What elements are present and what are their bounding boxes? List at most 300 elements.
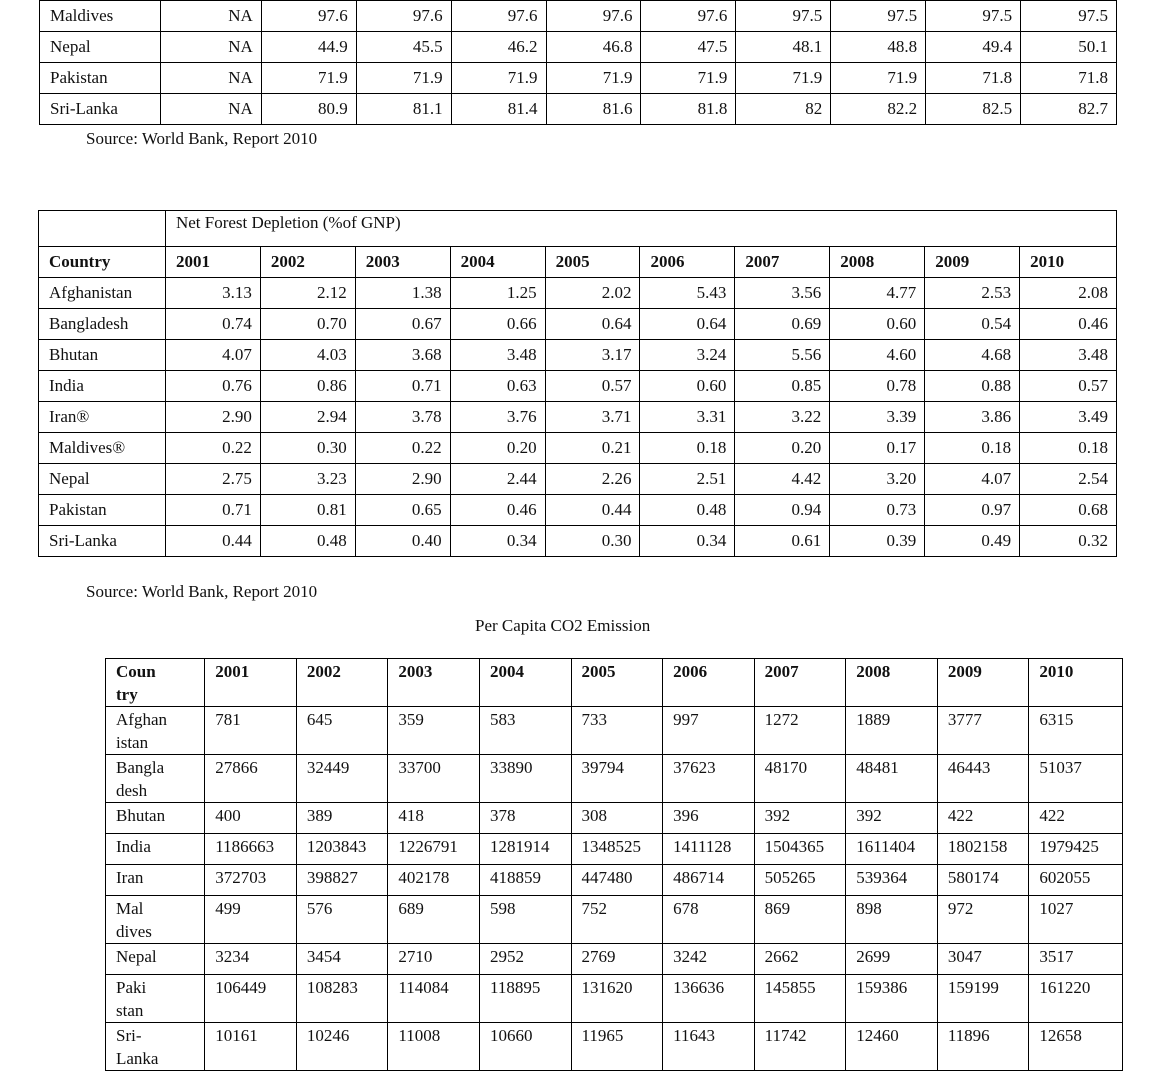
country-cell: Nepal bbox=[39, 464, 166, 495]
year-header: 2002 bbox=[296, 659, 388, 707]
value-cell: 505265 bbox=[754, 865, 846, 896]
empty-corner-cell bbox=[39, 211, 166, 247]
value-cell: 1.38 bbox=[355, 278, 450, 309]
value-cell: 11008 bbox=[388, 1023, 480, 1071]
value-cell: 3.48 bbox=[450, 340, 545, 371]
value-cell: 2.51 bbox=[640, 464, 735, 495]
country-line: Lanka bbox=[116, 1049, 159, 1068]
value-cell: 0.30 bbox=[260, 433, 355, 464]
country-cell: Maldives® bbox=[39, 433, 166, 464]
value-cell: 3.17 bbox=[545, 340, 640, 371]
value-cell: 81.6 bbox=[546, 94, 641, 125]
value-cell: 3.24 bbox=[640, 340, 735, 371]
value-cell: 396 bbox=[663, 803, 755, 834]
value-cell: 580174 bbox=[937, 865, 1029, 896]
value-cell: 10161 bbox=[205, 1023, 297, 1071]
value-cell: 2.44 bbox=[450, 464, 545, 495]
value-cell: 2.75 bbox=[165, 464, 260, 495]
country-header: Country bbox=[39, 247, 166, 278]
value-cell: 308 bbox=[571, 803, 663, 834]
year-header: 2007 bbox=[735, 247, 830, 278]
value-cell: 447480 bbox=[571, 865, 663, 896]
value-cell: 0.78 bbox=[830, 371, 925, 402]
value-cell: 0.57 bbox=[1020, 371, 1117, 402]
table-row bbox=[106, 834, 1123, 865]
value-cell: 3.71 bbox=[545, 402, 640, 433]
value-cell: 71.9 bbox=[546, 63, 641, 94]
co2-emission-table bbox=[105, 658, 1123, 1071]
table-row bbox=[106, 975, 1123, 1023]
country-cell: Bangladesh bbox=[39, 309, 166, 340]
value-cell: 2952 bbox=[479, 944, 571, 975]
value-cell: 0.18 bbox=[925, 433, 1020, 464]
value-cell: 0.17 bbox=[830, 433, 925, 464]
table-row bbox=[106, 1023, 1123, 1071]
value-cell: 46.2 bbox=[451, 32, 546, 63]
value-cell: NA bbox=[160, 63, 261, 94]
value-cell: 49.4 bbox=[926, 32, 1021, 63]
value-cell: 1272 bbox=[754, 707, 846, 755]
value-cell: 0.40 bbox=[355, 526, 450, 557]
country-line: India bbox=[116, 837, 151, 856]
value-cell: 82.2 bbox=[831, 94, 926, 125]
value-cell: 3517 bbox=[1029, 944, 1123, 975]
value-cell: 499 bbox=[205, 896, 297, 944]
table-row bbox=[40, 32, 1117, 63]
value-cell: NA bbox=[160, 32, 261, 63]
value-cell: 0.73 bbox=[830, 495, 925, 526]
value-cell: 0.86 bbox=[260, 371, 355, 402]
value-cell: 392 bbox=[846, 803, 938, 834]
value-cell: 0.21 bbox=[545, 433, 640, 464]
year-header: 2005 bbox=[571, 659, 663, 707]
value-cell: 114084 bbox=[388, 975, 480, 1023]
table-row bbox=[39, 309, 1117, 340]
year-header: 2004 bbox=[450, 247, 545, 278]
co2-table-title: Per Capita CO2 Emission bbox=[475, 616, 651, 635]
table-row bbox=[40, 94, 1117, 125]
year-header: 2003 bbox=[388, 659, 480, 707]
value-cell: 39794 bbox=[571, 755, 663, 803]
value-cell: 400 bbox=[205, 803, 297, 834]
country-line: Nepal bbox=[116, 947, 157, 966]
forest-depletion-title: Net Forest Depletion (%of GNP) bbox=[165, 211, 1116, 247]
country-line: dives bbox=[116, 922, 152, 941]
value-cell: 32449 bbox=[296, 755, 388, 803]
value-cell: 3047 bbox=[937, 944, 1029, 975]
year-header: 2008 bbox=[830, 247, 925, 278]
value-cell: 602055 bbox=[1029, 865, 1123, 896]
year-header: 2009 bbox=[937, 659, 1029, 707]
value-cell: 71.9 bbox=[451, 63, 546, 94]
value-cell: 2.26 bbox=[545, 464, 640, 495]
value-cell: 2.90 bbox=[355, 464, 450, 495]
value-cell: 359 bbox=[388, 707, 480, 755]
value-cell: 2.54 bbox=[1020, 464, 1117, 495]
value-cell: 97.6 bbox=[641, 1, 736, 32]
value-cell: 0.64 bbox=[545, 309, 640, 340]
year-header: 2007 bbox=[754, 659, 846, 707]
value-cell: 418859 bbox=[479, 865, 571, 896]
country-header-line: Coun bbox=[116, 662, 156, 681]
value-cell: 11643 bbox=[663, 1023, 755, 1071]
value-cell: 0.30 bbox=[545, 526, 640, 557]
value-cell: 97.5 bbox=[736, 1, 831, 32]
country-line: Paki bbox=[116, 978, 147, 997]
value-cell: 1889 bbox=[846, 707, 938, 755]
value-cell: 0.57 bbox=[545, 371, 640, 402]
value-cell: 145855 bbox=[754, 975, 846, 1023]
value-cell: 3.31 bbox=[640, 402, 735, 433]
country-cell bbox=[106, 896, 205, 944]
value-cell: 3.86 bbox=[925, 402, 1020, 433]
value-cell: 81.8 bbox=[641, 94, 736, 125]
value-cell: 27866 bbox=[205, 755, 297, 803]
value-cell: 3.23 bbox=[260, 464, 355, 495]
value-cell: 81.4 bbox=[451, 94, 546, 125]
value-cell: 1348525 bbox=[571, 834, 663, 865]
value-cell: 4.03 bbox=[260, 340, 355, 371]
country-cell bbox=[106, 803, 205, 834]
country-cell: Maldives bbox=[40, 1, 161, 32]
value-cell: 46.8 bbox=[546, 32, 641, 63]
value-cell: 378 bbox=[479, 803, 571, 834]
value-cell: 0.32 bbox=[1020, 526, 1117, 557]
value-cell: NA bbox=[160, 94, 261, 125]
value-cell: 372703 bbox=[205, 865, 297, 896]
table-row bbox=[39, 464, 1117, 495]
value-cell: 869 bbox=[754, 896, 846, 944]
value-cell: 3.49 bbox=[1020, 402, 1117, 433]
table-row bbox=[106, 755, 1123, 803]
value-cell: 0.61 bbox=[735, 526, 830, 557]
value-cell: 0.18 bbox=[640, 433, 735, 464]
value-cell: 48.8 bbox=[831, 32, 926, 63]
table-row bbox=[39, 526, 1117, 557]
value-cell: 48170 bbox=[754, 755, 846, 803]
year-header: 2010 bbox=[1029, 659, 1123, 707]
value-cell: 97.5 bbox=[926, 1, 1021, 32]
value-cell: 2.53 bbox=[925, 278, 1020, 309]
value-cell: 71.9 bbox=[261, 63, 356, 94]
year-header: 2004 bbox=[479, 659, 571, 707]
country-line: Bangla bbox=[116, 758, 165, 777]
country-cell bbox=[106, 755, 205, 803]
value-cell: 11896 bbox=[937, 1023, 1029, 1071]
value-cell: 0.39 bbox=[830, 526, 925, 557]
table-row bbox=[39, 402, 1117, 433]
value-cell: 0.48 bbox=[640, 495, 735, 526]
header-row bbox=[39, 247, 1117, 278]
country-header bbox=[106, 659, 205, 707]
value-cell: 2.12 bbox=[260, 278, 355, 309]
value-cell: 12658 bbox=[1029, 1023, 1123, 1071]
value-cell: 12460 bbox=[846, 1023, 938, 1071]
value-cell: 6315 bbox=[1029, 707, 1123, 755]
value-cell: 3454 bbox=[296, 944, 388, 975]
value-cell: 46443 bbox=[937, 755, 1029, 803]
value-cell: 159386 bbox=[846, 975, 938, 1023]
value-cell: 71.9 bbox=[736, 63, 831, 94]
year-header: 2006 bbox=[663, 659, 755, 707]
table-row bbox=[106, 865, 1123, 896]
value-cell: 97.6 bbox=[546, 1, 641, 32]
value-cell: 972 bbox=[937, 896, 1029, 944]
year-header: 2001 bbox=[165, 247, 260, 278]
value-cell: 4.60 bbox=[830, 340, 925, 371]
value-cell: 10660 bbox=[479, 1023, 571, 1071]
value-cell: 402178 bbox=[388, 865, 480, 896]
value-cell: 0.81 bbox=[260, 495, 355, 526]
value-cell: 1226791 bbox=[388, 834, 480, 865]
value-cell: 0.18 bbox=[1020, 433, 1117, 464]
value-cell: 997 bbox=[663, 707, 755, 755]
country-cell bbox=[106, 865, 205, 896]
country-cell bbox=[106, 707, 205, 755]
value-cell: NA bbox=[160, 1, 261, 32]
value-cell: 3777 bbox=[937, 707, 1029, 755]
value-cell: 0.20 bbox=[450, 433, 545, 464]
value-cell: 0.44 bbox=[165, 526, 260, 557]
value-cell: 4.07 bbox=[925, 464, 1020, 495]
value-cell: 1203843 bbox=[296, 834, 388, 865]
value-cell: 0.48 bbox=[260, 526, 355, 557]
value-cell: 0.46 bbox=[450, 495, 545, 526]
value-cell: 5.56 bbox=[735, 340, 830, 371]
country-line: Bhutan bbox=[116, 806, 166, 825]
value-cell: 3.39 bbox=[830, 402, 925, 433]
value-cell: 4.42 bbox=[735, 464, 830, 495]
value-cell: 71.9 bbox=[356, 63, 451, 94]
country-line: Iran bbox=[116, 868, 144, 887]
literacy-table-continued bbox=[39, 0, 1117, 125]
year-header: 2005 bbox=[545, 247, 640, 278]
value-cell: 389 bbox=[296, 803, 388, 834]
country-cell: Pakistan bbox=[39, 495, 166, 526]
country-line: stan bbox=[116, 1001, 144, 1020]
value-cell: 0.54 bbox=[925, 309, 1020, 340]
value-cell: 0.67 bbox=[355, 309, 450, 340]
value-cell: 0.97 bbox=[925, 495, 1020, 526]
value-cell: 583 bbox=[479, 707, 571, 755]
table-row bbox=[106, 896, 1123, 944]
country-cell: Afghanistan bbox=[39, 278, 166, 309]
value-cell: 781 bbox=[205, 707, 297, 755]
country-cell bbox=[106, 834, 205, 865]
value-cell: 1027 bbox=[1029, 896, 1123, 944]
value-cell: 3.68 bbox=[355, 340, 450, 371]
value-cell: 4.07 bbox=[165, 340, 260, 371]
value-cell: 576 bbox=[296, 896, 388, 944]
value-cell: 3.78 bbox=[355, 402, 450, 433]
value-cell: 0.94 bbox=[735, 495, 830, 526]
country-line: Afghan bbox=[116, 710, 167, 729]
value-cell: 1802158 bbox=[937, 834, 1029, 865]
country-line: Mal bbox=[116, 899, 144, 918]
value-cell: 0.71 bbox=[355, 371, 450, 402]
table-row bbox=[40, 63, 1117, 94]
value-cell: 3.22 bbox=[735, 402, 830, 433]
value-cell: 3242 bbox=[663, 944, 755, 975]
value-cell: 3.20 bbox=[830, 464, 925, 495]
value-cell: 71.8 bbox=[926, 63, 1021, 94]
value-cell: 48.1 bbox=[736, 32, 831, 63]
country-line: desh bbox=[116, 781, 148, 800]
value-cell: 2769 bbox=[571, 944, 663, 975]
value-cell: 0.44 bbox=[545, 495, 640, 526]
value-cell: 2699 bbox=[846, 944, 938, 975]
value-cell: 118895 bbox=[479, 975, 571, 1023]
value-cell: 2.94 bbox=[260, 402, 355, 433]
value-cell: 82.7 bbox=[1021, 94, 1117, 125]
value-cell: 678 bbox=[663, 896, 755, 944]
value-cell: 1504365 bbox=[754, 834, 846, 865]
value-cell: 5.43 bbox=[640, 278, 735, 309]
value-cell: 80.9 bbox=[261, 94, 356, 125]
value-cell: 4.77 bbox=[830, 278, 925, 309]
value-cell: 82 bbox=[736, 94, 831, 125]
value-cell: 0.60 bbox=[640, 371, 735, 402]
value-cell: 422 bbox=[937, 803, 1029, 834]
value-cell: 2.08 bbox=[1020, 278, 1117, 309]
value-cell: 51037 bbox=[1029, 755, 1123, 803]
value-cell: 81.1 bbox=[356, 94, 451, 125]
value-cell: 159199 bbox=[937, 975, 1029, 1023]
value-cell: 106449 bbox=[205, 975, 297, 1023]
value-cell: 11742 bbox=[754, 1023, 846, 1071]
value-cell: 418 bbox=[388, 803, 480, 834]
table-row bbox=[39, 278, 1117, 309]
value-cell: 3.48 bbox=[1020, 340, 1117, 371]
value-cell: 3234 bbox=[205, 944, 297, 975]
country-cell bbox=[106, 1023, 205, 1071]
value-cell: 0.66 bbox=[450, 309, 545, 340]
value-cell: 0.70 bbox=[260, 309, 355, 340]
value-cell: 97.6 bbox=[451, 1, 546, 32]
value-cell: 689 bbox=[388, 896, 480, 944]
value-cell: 10246 bbox=[296, 1023, 388, 1071]
value-cell: 539364 bbox=[846, 865, 938, 896]
value-cell: 3.56 bbox=[735, 278, 830, 309]
table1-source: Source: World Bank, Report 2010 bbox=[86, 129, 318, 148]
value-cell: 0.63 bbox=[450, 371, 545, 402]
header-row bbox=[106, 659, 1123, 707]
value-cell: 0.22 bbox=[355, 433, 450, 464]
value-cell: 2710 bbox=[388, 944, 480, 975]
value-cell: 0.64 bbox=[640, 309, 735, 340]
value-cell: 1281914 bbox=[479, 834, 571, 865]
table-row bbox=[39, 433, 1117, 464]
country-cell: Sri-Lanka bbox=[39, 526, 166, 557]
value-cell: 486714 bbox=[663, 865, 755, 896]
value-cell: 733 bbox=[571, 707, 663, 755]
value-cell: 11965 bbox=[571, 1023, 663, 1071]
value-cell: 645 bbox=[296, 707, 388, 755]
country-cell: Nepal bbox=[40, 32, 161, 63]
value-cell: 33890 bbox=[479, 755, 571, 803]
value-cell: 0.88 bbox=[925, 371, 1020, 402]
value-cell: 1186663 bbox=[205, 834, 297, 865]
value-cell: 71.8 bbox=[1021, 63, 1117, 94]
forest-depletion-table bbox=[38, 210, 1117, 557]
value-cell: 422 bbox=[1029, 803, 1123, 834]
value-cell: 0.74 bbox=[165, 309, 260, 340]
value-cell: 71.9 bbox=[641, 63, 736, 94]
country-header-line: try bbox=[116, 685, 138, 704]
value-cell: 0.20 bbox=[735, 433, 830, 464]
value-cell: 2.90 bbox=[165, 402, 260, 433]
table-row bbox=[40, 1, 1117, 32]
value-cell: 97.5 bbox=[1021, 1, 1117, 32]
value-cell: 131620 bbox=[571, 975, 663, 1023]
value-cell: 0.46 bbox=[1020, 309, 1117, 340]
year-header: 2008 bbox=[846, 659, 938, 707]
value-cell: 97.6 bbox=[356, 1, 451, 32]
value-cell: 0.49 bbox=[925, 526, 1020, 557]
value-cell: 1611404 bbox=[846, 834, 938, 865]
value-cell: 97.6 bbox=[261, 1, 356, 32]
value-cell: 2.02 bbox=[545, 278, 640, 309]
value-cell: 33700 bbox=[388, 755, 480, 803]
value-cell: 37623 bbox=[663, 755, 755, 803]
country-cell: Pakistan bbox=[40, 63, 161, 94]
value-cell: 0.69 bbox=[735, 309, 830, 340]
year-header: 2003 bbox=[355, 247, 450, 278]
country-cell bbox=[106, 944, 205, 975]
value-cell: 3.13 bbox=[165, 278, 260, 309]
table-row bbox=[39, 340, 1117, 371]
value-cell: 136636 bbox=[663, 975, 755, 1023]
value-cell: 1979425 bbox=[1029, 834, 1123, 865]
table-row bbox=[106, 803, 1123, 834]
table2-source: Source: World Bank, Report 2010 bbox=[86, 582, 318, 601]
year-header: 2009 bbox=[925, 247, 1020, 278]
value-cell: 3.76 bbox=[450, 402, 545, 433]
value-cell: 0.65 bbox=[355, 495, 450, 526]
value-cell: 1.25 bbox=[450, 278, 545, 309]
country-cell: Iran® bbox=[39, 402, 166, 433]
country-cell: India bbox=[39, 371, 166, 402]
value-cell: 0.85 bbox=[735, 371, 830, 402]
value-cell: 0.71 bbox=[165, 495, 260, 526]
year-header: 2002 bbox=[260, 247, 355, 278]
year-header: 2010 bbox=[1020, 247, 1117, 278]
value-cell: 0.22 bbox=[165, 433, 260, 464]
country-cell bbox=[106, 975, 205, 1023]
table-row bbox=[106, 944, 1123, 975]
value-cell: 0.60 bbox=[830, 309, 925, 340]
year-header: 2006 bbox=[640, 247, 735, 278]
table-row bbox=[39, 371, 1117, 402]
value-cell: 898 bbox=[846, 896, 938, 944]
country-line: Sri- bbox=[116, 1026, 142, 1045]
value-cell: 1411128 bbox=[663, 834, 755, 865]
value-cell: 108283 bbox=[296, 975, 388, 1023]
country-cell: Bhutan bbox=[39, 340, 166, 371]
country-cell: Sri-Lanka bbox=[40, 94, 161, 125]
value-cell: 598 bbox=[479, 896, 571, 944]
value-cell: 161220 bbox=[1029, 975, 1123, 1023]
value-cell: 45.5 bbox=[356, 32, 451, 63]
year-header: 2001 bbox=[205, 659, 297, 707]
value-cell: 82.5 bbox=[926, 94, 1021, 125]
value-cell: 0.34 bbox=[640, 526, 735, 557]
value-cell: 0.76 bbox=[165, 371, 260, 402]
value-cell: 398827 bbox=[296, 865, 388, 896]
table-row bbox=[39, 495, 1117, 526]
table-row bbox=[106, 707, 1123, 755]
value-cell: 44.9 bbox=[261, 32, 356, 63]
